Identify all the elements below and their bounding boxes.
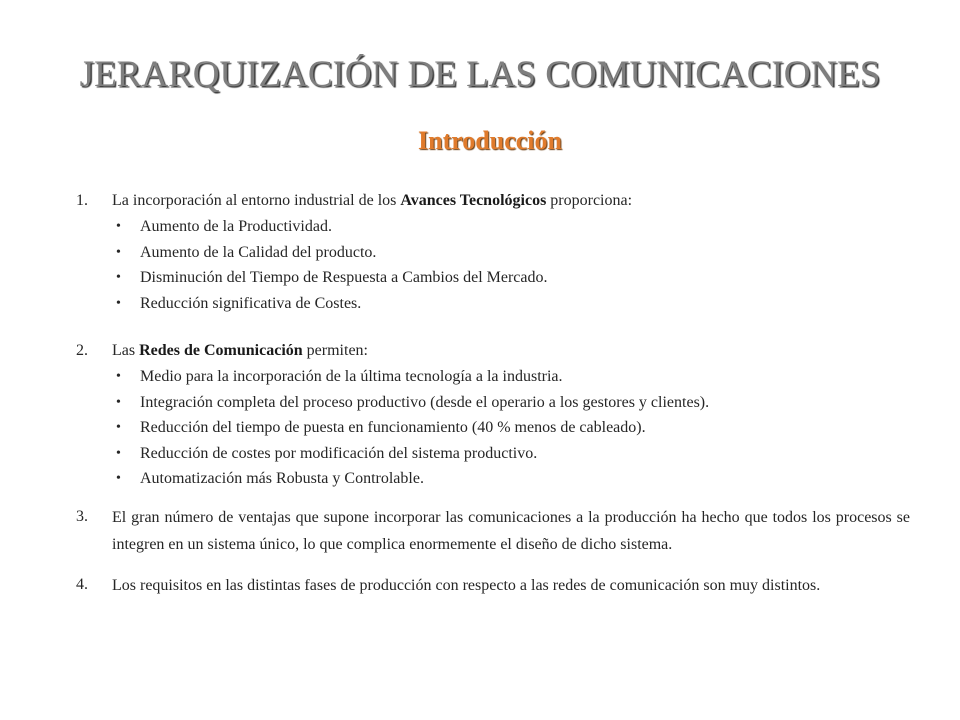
point-number: 2.	[76, 342, 88, 359]
list-item: • Automatización más Robusta y Controlable.	[76, 466, 910, 492]
bullet-icon: •	[116, 394, 121, 410]
bullet-icon: •	[116, 244, 121, 260]
bullet-icon: •	[116, 369, 121, 384]
bullet-list-1	[76, 214, 910, 316]
point-number: 1.	[76, 192, 88, 209]
point-number: 4.	[76, 575, 88, 593]
bullet-icon: •	[116, 445, 121, 461]
point-text: Las	[112, 342, 140, 359]
point-text: proporciona:	[546, 192, 633, 209]
bullet-icon: •	[116, 471, 121, 486]
bullet-icon: •	[116, 219, 121, 234]
list-item: • Integración completa del proceso productivo (desde el operario a los gestores y clientes).	[76, 390, 910, 416]
bullet-list-2	[76, 364, 910, 492]
list-item: • Medio para la incorporación de la última tecnología a la industria.	[76, 364, 910, 390]
list-item: • Aumento de la Productividad.	[76, 214, 910, 240]
numbered-point-2	[76, 338, 910, 364]
point-bold-text: Redes de Comunicación	[139, 342, 303, 359]
point-text: La incorporación al entorno industrial de los	[112, 192, 401, 209]
numbered-point-1	[76, 188, 910, 214]
list-item: • Reducción significativa de Costes.	[76, 291, 910, 317]
point-text: El gran número de ventajas que supone incorporar las comunicaciones a la producción ha hecho que todos los procesos se integren en un sistema único, lo que complica enormemente el diseño de dicho sistema.	[112, 508, 910, 553]
list-item: • Disminución del Tiempo de Respuesta a Cambios del Mercado.	[76, 265, 910, 291]
slide-subtitle: Introducción	[418, 126, 562, 155]
point-text: Los requisitos en las distintas fases de producción con respecto a las redes de comunicación son muy distintos.	[112, 576, 821, 594]
bullet-icon: •	[116, 270, 121, 285]
point-bold-text: Avances Tecnológicos	[400, 192, 547, 209]
numbered-point-4	[76, 572, 910, 599]
point-number: 3.	[76, 507, 88, 525]
list-item: • Aumento de la Calidad del producto.	[76, 240, 910, 266]
bullet-icon: •	[116, 295, 121, 311]
list-item: • Reducción de costes por modificación del sistema productivo.	[76, 441, 910, 467]
point-text: permiten:	[302, 342, 368, 359]
bullet-icon: •	[116, 420, 121, 435]
list-item: • Reducción del tiempo de puesta en funcionamiento (40 % menos de cableado).	[76, 415, 910, 441]
numbered-point-3	[76, 504, 910, 558]
slide-body	[76, 188, 910, 599]
slide-title: JERARQUIZACIÓN DE LAS COMUNICACIONES	[79, 54, 881, 95]
